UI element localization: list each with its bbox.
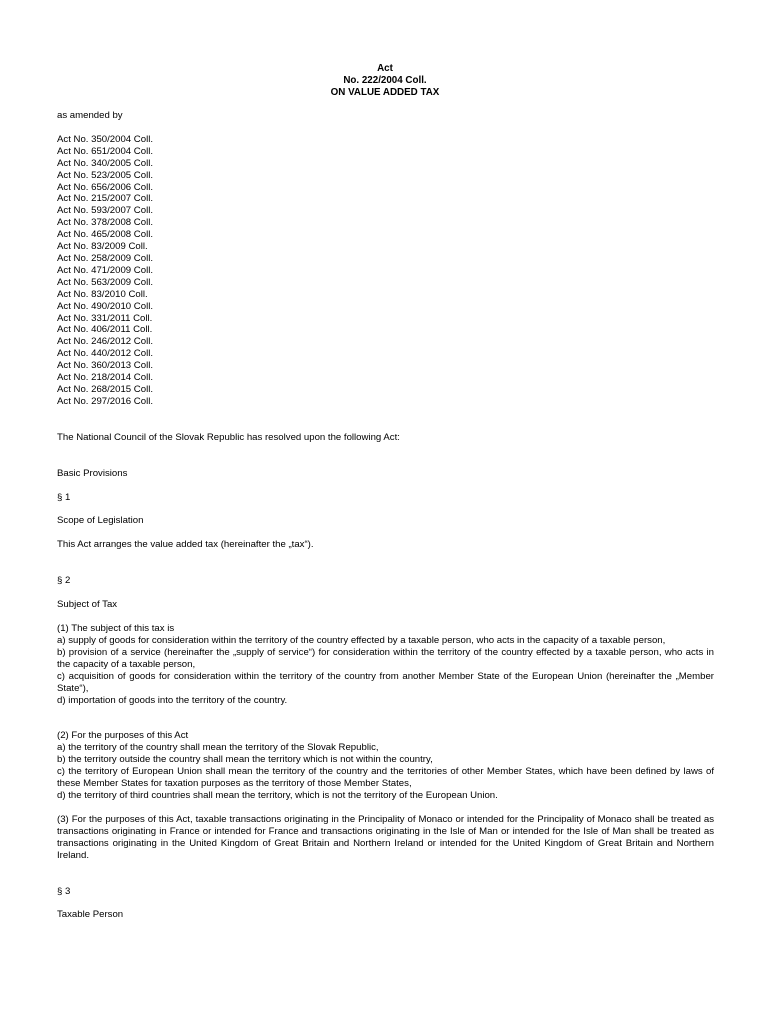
- title-subject: ON VALUE ADDED TAX: [330, 87, 440, 98]
- amendments-list: [57, 134, 714, 408]
- paragraph-intro: (1) The subject of this tax is: [57, 623, 175, 635]
- amendment-item: Act No. 215/2007 Coll.: [57, 193, 153, 205]
- paragraph-intro: (2) For the purposes of this Act: [57, 730, 189, 742]
- amendment-item: Act No. 268/2015 Coll.: [57, 383, 153, 395]
- paragraph-item-a: a) the territory of the country shall mean the territory of the Slovak Republic,: [57, 742, 379, 754]
- section-1-text: This Act arranges the value added tax (hereinafter the „tax“).: [57, 539, 314, 551]
- amendment-item: Act No. 340/2005 Coll.: [57, 157, 153, 169]
- paragraph-item-d: d) the territory of third countries shall mean the territory, which is not the territory of the European Union.: [57, 789, 498, 801]
- section-2-paragraph-2: [57, 730, 714, 801]
- section-1-number: § 1: [57, 491, 71, 503]
- amendment-item: Act No. 331/2011 Coll.: [57, 312, 153, 324]
- section-2-paragraph-1: [57, 623, 714, 706]
- section-2-number: § 2: [57, 575, 71, 587]
- amendment-item: Act No. 246/2012 Coll.: [57, 336, 153, 348]
- paragraph-item-d: d) importation of goods into the territory of the country.: [57, 694, 288, 706]
- amendment-item: Act No. 440/2012 Coll.: [57, 348, 153, 360]
- paragraph-item-c: c) the territory of European Union shall mean the territory of the country and the territories of other Member States, which have been defined by laws of these Member States for taxation purposes as the territory of those Member States,: [57, 766, 714, 790]
- document-body: [57, 110, 714, 921]
- amendment-item: Act No. 651/2004 Coll.: [57, 145, 153, 157]
- amended-by-label: as amended by: [57, 110, 123, 121]
- section-2-paragraph-3: (3) For the purposes of this Act, taxable transactions originating in the Principality of Monaco or intended for the Principality of Monaco shall be treated as transactions originating in France or intended for France and transactions originating in the Isle of Man or intended for the Isle of Man shall be treated as transactions originating in the United Kingdom of Great Britain and Northern Ireland or intended for the United Kingdom of Great Britain and Northern Ireland.: [57, 813, 714, 861]
- amendment-item: Act No. 258/2009 Coll.: [57, 252, 153, 264]
- title-act: Act: [377, 63, 393, 74]
- title-number: No. 222/2004 Coll.: [343, 75, 427, 86]
- document-title: [0, 63, 770, 99]
- amendment-item: Act No. 593/2007 Coll.: [57, 205, 153, 217]
- amendment-item: Act No. 360/2013 Coll.: [57, 360, 153, 372]
- amendment-item: Act No. 406/2011 Coll.: [57, 324, 153, 336]
- paragraph-item-b: b) the territory outside the country shall mean the territory which is not within the country,: [57, 754, 433, 766]
- section-3-number: § 3: [57, 885, 71, 897]
- paragraph-item-b: b) provision of a service (hereinafter the „supply of service“) for consideration within the territory of the country effected by a taxable person, who acts in the capacity of a taxable person,: [57, 646, 714, 670]
- amendment-item: Act No. 350/2004 Coll.: [57, 133, 153, 145]
- section-2-heading: Subject of Tax: [57, 599, 118, 611]
- amendment-item: Act No. 523/2005 Coll.: [57, 169, 153, 181]
- amendment-item: Act No. 471/2009 Coll.: [57, 264, 153, 276]
- resolution-text: The National Council of the Slovak Republic has resolved upon the following Act:: [57, 431, 400, 443]
- amendment-item: Act No. 83/2009 Coll.: [57, 241, 148, 253]
- paragraph-item-c: c) acquisition of goods for consideration within the territory of the country from another Member State of the European Union (hereinafter the „Member State“),: [57, 670, 714, 694]
- amendment-item: Act No. 656/2006 Coll.: [57, 181, 153, 193]
- amendment-item: Act No. 378/2008 Coll.: [57, 217, 153, 229]
- section-3-heading: Taxable Person: [57, 909, 124, 921]
- amendment-item: Act No. 563/2009 Coll.: [57, 276, 153, 288]
- basic-provisions-heading: Basic Provisions: [57, 467, 128, 479]
- amendment-item: Act No. 218/2014 Coll.: [57, 372, 153, 384]
- amendment-item: Act No. 83/2010 Coll.: [57, 288, 148, 300]
- amendment-item: Act No. 490/2010 Coll.: [57, 300, 153, 312]
- section-1-heading: Scope of Legislation: [57, 515, 144, 527]
- amendment-item: Act No. 297/2016 Coll.: [57, 395, 153, 407]
- amendment-item: Act No. 465/2008 Coll.: [57, 229, 153, 241]
- paragraph-item-a: a) supply of goods for consideration within the territory of the country effected by a taxable person, who acts in the capacity of a taxable person,: [57, 635, 666, 646]
